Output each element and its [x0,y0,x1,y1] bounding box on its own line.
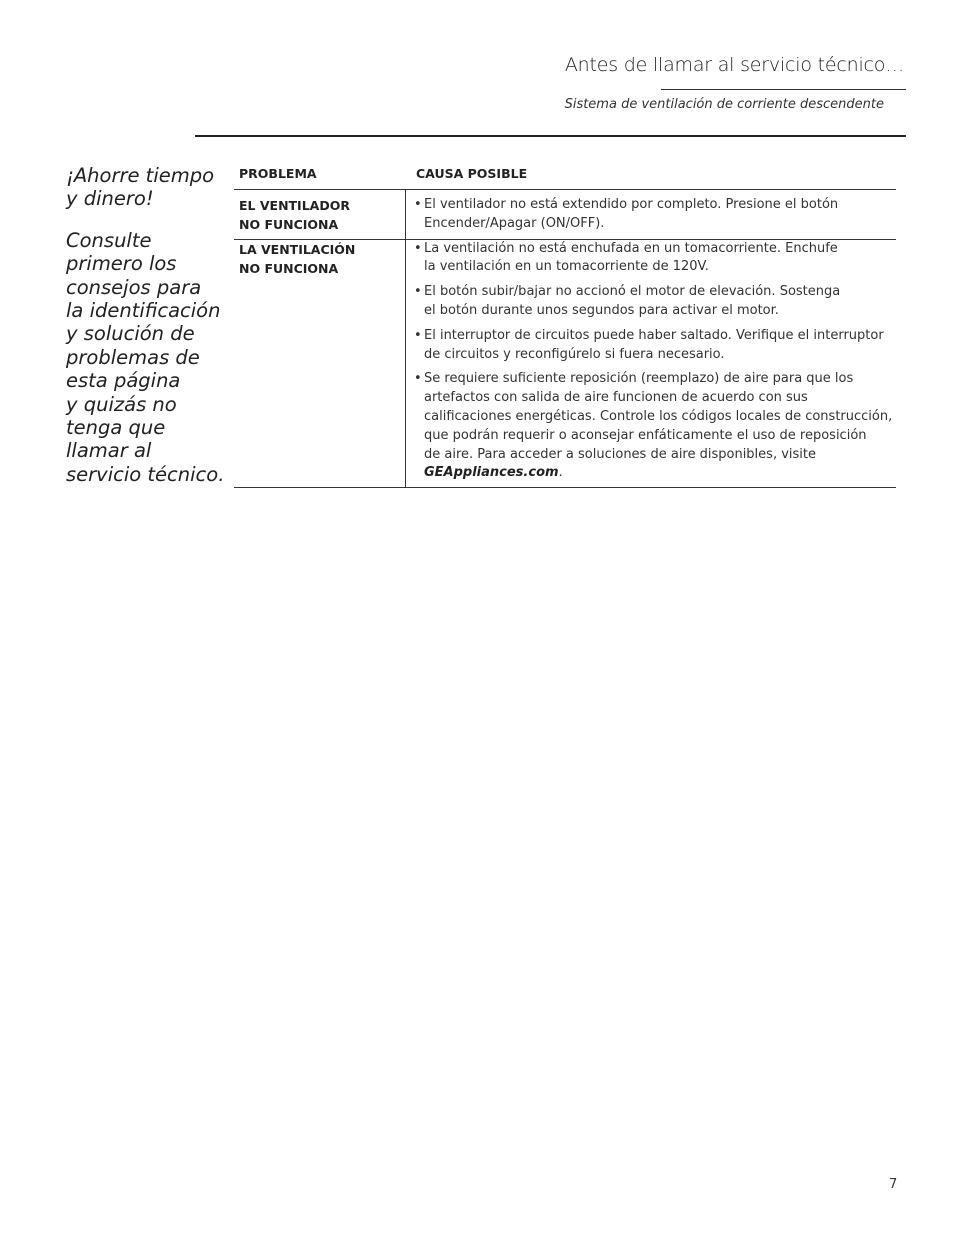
sidebar-line: y solución de [66,322,195,346]
sidebar-line: esta página [66,369,181,393]
sidebar-line: problemas de [66,345,200,369]
cause-line: Encender/Apagar (ON/OFF). [424,215,605,231]
problem-line: EL VENTILADOR [239,198,350,213]
cause-item [414,240,896,278]
sidebar-callout [66,164,231,486]
ge-appliances-link[interactable]: GEAppliances.com [424,465,559,481]
sidebar-line: llamar al [66,439,152,463]
problem-line: NO FUNCIONA [239,217,339,232]
table-header [234,164,896,190]
problem-line: LA VENTILACIÓN [239,241,356,257]
sidebar-line: Consulte [66,228,152,252]
cause-line: La ventilación no está enchufada en un tomacorriente. Enchufe [424,240,838,256]
link-suffix: . [558,465,563,481]
column-header-problem: PROBLEMA [239,166,317,181]
sidebar-line: la identificación [66,299,221,323]
cause-line-with-link [424,464,896,483]
cause-cell [406,240,896,488]
table-row [234,240,896,489]
sidebar-line: y dinero! [66,187,154,211]
cause-line: de aire. Para acceder a soluciones de aire disponibles, visite [424,446,816,462]
cause-line: el botón durante unos segundos para activar el motor. [424,302,779,318]
bullet-icon: • [414,284,422,300]
table-row [234,190,896,240]
section-divider [195,135,906,137]
cause-line: artefactos con salida de aire funcionen de acuerdo con sus [424,390,808,406]
cause-item [414,327,896,365]
cause-line: de circuitos y reconfigúrelo si fuera necesario. [424,346,725,362]
cause-line: Se requiere suficiente reposición (reemplazo) de aire para que los [424,371,854,387]
cause-item [414,283,896,321]
sidebar-line: primero los [66,252,177,276]
sidebar-headline [66,164,231,211]
bullet-icon: • [414,197,422,212]
cause-line: que podrán requerir o aconsejar enfáticamente el uso de reposición [424,427,867,443]
header-title: Antes de llamar al servicio técnico… [564,54,904,76]
sidebar-line: servicio técnico. [66,462,225,486]
bullet-icon: • [414,327,422,343]
bullet-icon: • [414,371,422,387]
cause-item [414,370,896,483]
column-header-cause: CAUSA POSIBLE [416,166,528,181]
problem-cell [234,190,406,239]
cause-line: El interruptor de circuitos puede haber saltado. Verifique el interruptor [424,327,884,343]
troubleshooting-table [234,164,896,488]
header-subtitle: Sistema de ventilación de corriente descendente [564,97,884,112]
cause-line: El botón subir/bajar no accionó el motor de elevación. Sostenga [424,284,841,300]
cause-line: El ventilador no está extendido por completo. Presione el botón [424,197,839,212]
problem-line: NO FUNCIONA [239,260,339,276]
bullet-icon: • [414,240,422,256]
sidebar-body [66,229,231,486]
header-rule [661,89,906,90]
cause-cell [406,190,896,239]
sidebar-line: ¡Ahorre tiempo [66,164,215,187]
cause-line: calificaciones energéticas. Controle los códigos locales de construcción, [424,408,893,424]
sidebar-line: y quizás no [66,392,177,416]
cause-line: la ventilación en un tomacorriente de 120V. [424,259,709,275]
page-number: 7 [889,1177,898,1192]
sidebar-line: consejos para [66,275,202,299]
cause-item [414,196,896,234]
problem-cell [234,240,406,488]
sidebar-line: tenga que [66,416,166,440]
